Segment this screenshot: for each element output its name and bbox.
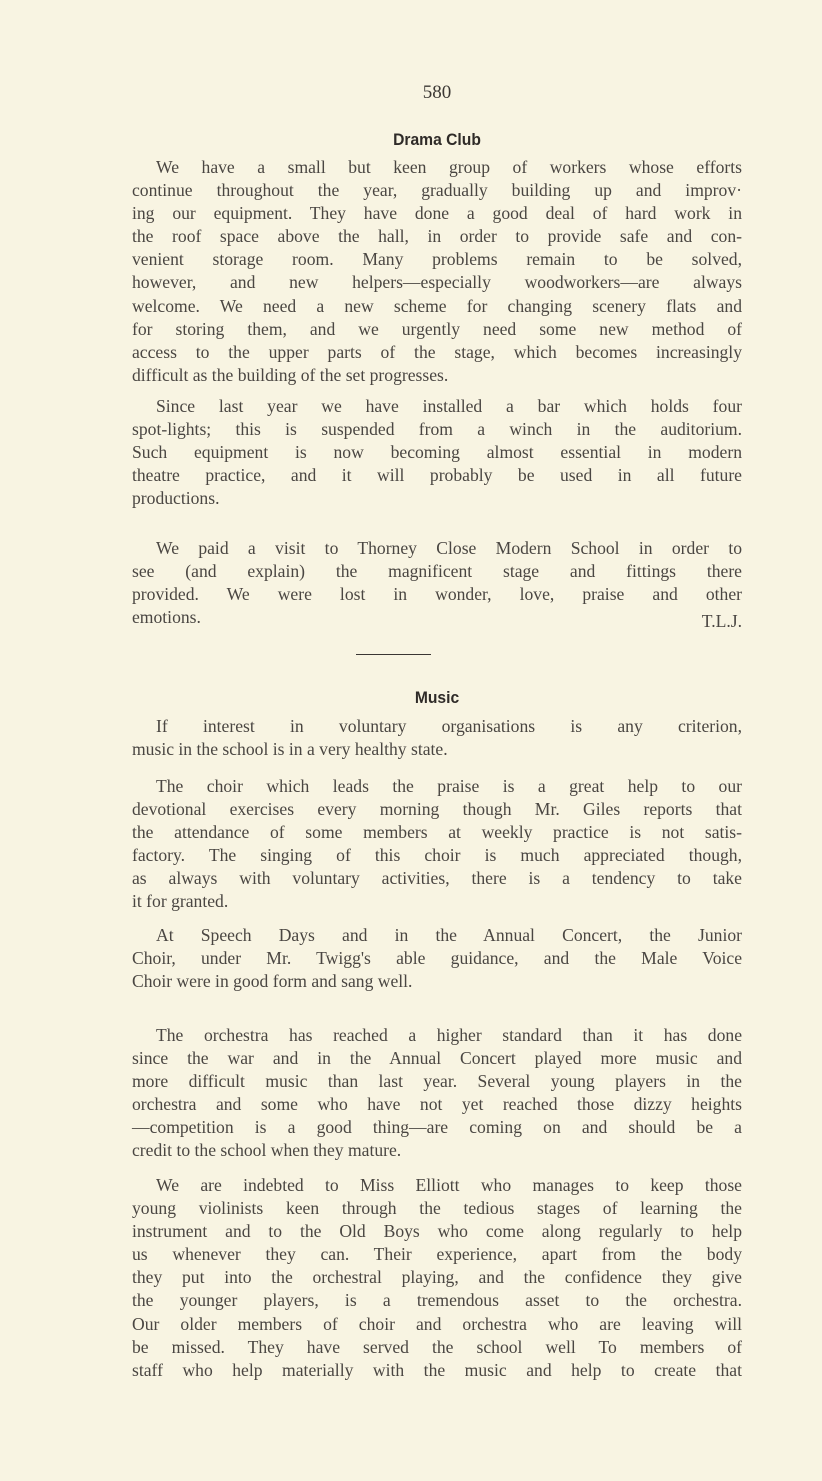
text-line: theatre practice, and it will probably be used in all future: [132, 465, 742, 486]
text-line: more difficult music than last year. Several young players in the: [132, 1071, 742, 1092]
text-line: young violinists keen through the tedious stages of learning the: [132, 1198, 742, 1219]
text-line: We are indebted to Miss Elliott who manages to keep those: [156, 1175, 742, 1195]
text-line: it for granted.: [132, 891, 229, 912]
text-line: factory. The singing of this choir is much appreciated though,: [132, 845, 742, 866]
text-line: the younger players, is a tremendous asset to the orchestra.: [132, 1290, 742, 1311]
text-line: for storing them, and we urgently need some new method of: [132, 318, 742, 339]
text-line: credit to the school when they mature.: [132, 1140, 402, 1161]
print-speck: [779, 682, 787, 684]
text-line: as always with voluntary activities, there is a tendency to take: [132, 868, 742, 889]
text-line: be missed. They have served the school well To members of: [132, 1336, 742, 1357]
drama-paragraph-2: [132, 395, 742, 510]
text-line: music in the school is in a very healthy state.: [132, 739, 448, 760]
text-line: us whenever they can. Their experience, apart from the body: [132, 1244, 742, 1265]
section-divider: [356, 654, 431, 655]
text-line: since the war and in the Annual Concert played more music and: [132, 1048, 742, 1069]
text-line: Choir were in good form and sang well.: [132, 971, 413, 992]
music-paragraph-4: [132, 1024, 742, 1163]
text-line: productions.: [132, 488, 220, 509]
text-line: the attendance of some members at weekly practice is not satis-: [132, 822, 742, 843]
text-line: At Speech Days and in the Annual Concert, the Junior: [156, 925, 742, 945]
text-line: emotions.: [132, 607, 201, 628]
text-line: venient storage room. Many problems remain to be solved,: [132, 249, 742, 270]
drama-paragraph-3: [132, 537, 742, 632]
text-line: the roof space above the hall, in order to provide safe and con-: [132, 226, 742, 247]
text-line: continue throughout the year, gradually building up and improv·: [132, 180, 742, 201]
closing-line: [132, 606, 742, 632]
text-line: orchestra and some who have not yet reached those dizzy heights: [132, 1094, 742, 1115]
text-line: ing our equipment. They have done a good deal of hard work in: [132, 203, 742, 224]
music-paragraph-1: [132, 715, 742, 761]
music-paragraph-2: [132, 775, 742, 914]
drama-paragraph-1: [132, 156, 742, 387]
section-title-drama-club: Drama Club: [393, 130, 481, 149]
text-line: —competition is a good thing—are coming on and should be a: [132, 1117, 742, 1138]
text-line: We have a small but keen group of workers whose efforts: [156, 157, 742, 177]
text-line: The choir which leads the praise is a great help to our: [156, 776, 742, 796]
text-line: they put into the orchestral playing, and the confidence they give: [132, 1267, 742, 1288]
author-signature: T.L.J.: [701, 611, 742, 632]
text-line: provided. We were lost in wonder, love, praise and other: [132, 584, 742, 605]
text-line: Since last year we have installed a bar which holds four: [156, 396, 742, 416]
text-line: The orchestra has reached a higher standard than it has done: [156, 1025, 742, 1045]
text-line: Our older members of choir and orchestra who are leaving will: [132, 1313, 742, 1334]
text-line: access to the upper parts of the stage, which becomes increasingly: [132, 341, 742, 362]
text-line: Choir, under Mr. Twigg's able guidance, and the Male Voice: [132, 948, 742, 969]
text-line: instrument and to the Old Boys who come along regularly to help: [132, 1221, 742, 1242]
text-line: spot-lights; this is suspended from a winch in the auditorium.: [132, 419, 742, 440]
text-line: difficult as the building of the set progresses.: [132, 364, 449, 385]
text-line: We paid a visit to Thorney Close Modern School in order to: [156, 538, 742, 558]
music-paragraph-3: [132, 924, 742, 993]
text-line: devotional exercises every morning though Mr. Giles reports that: [132, 799, 742, 820]
text-line: Such equipment is now becoming almost essential in modern: [132, 442, 742, 463]
page-number: 580: [422, 82, 452, 103]
text-line: If interest in voluntary organisations is any criterion,: [156, 716, 742, 736]
text-line: welcome. We need a new scheme for changing scenery flats and: [132, 295, 742, 316]
text-line: see (and explain) the magnificent stage and fittings there: [132, 561, 742, 582]
text-line: however, and new helpers—especially woodworkers—are always: [132, 272, 742, 293]
music-paragraph-5: [132, 1174, 742, 1382]
section-title-music: Music: [414, 688, 460, 707]
text-line: staff who help materially with the music and help to create that: [132, 1359, 742, 1380]
